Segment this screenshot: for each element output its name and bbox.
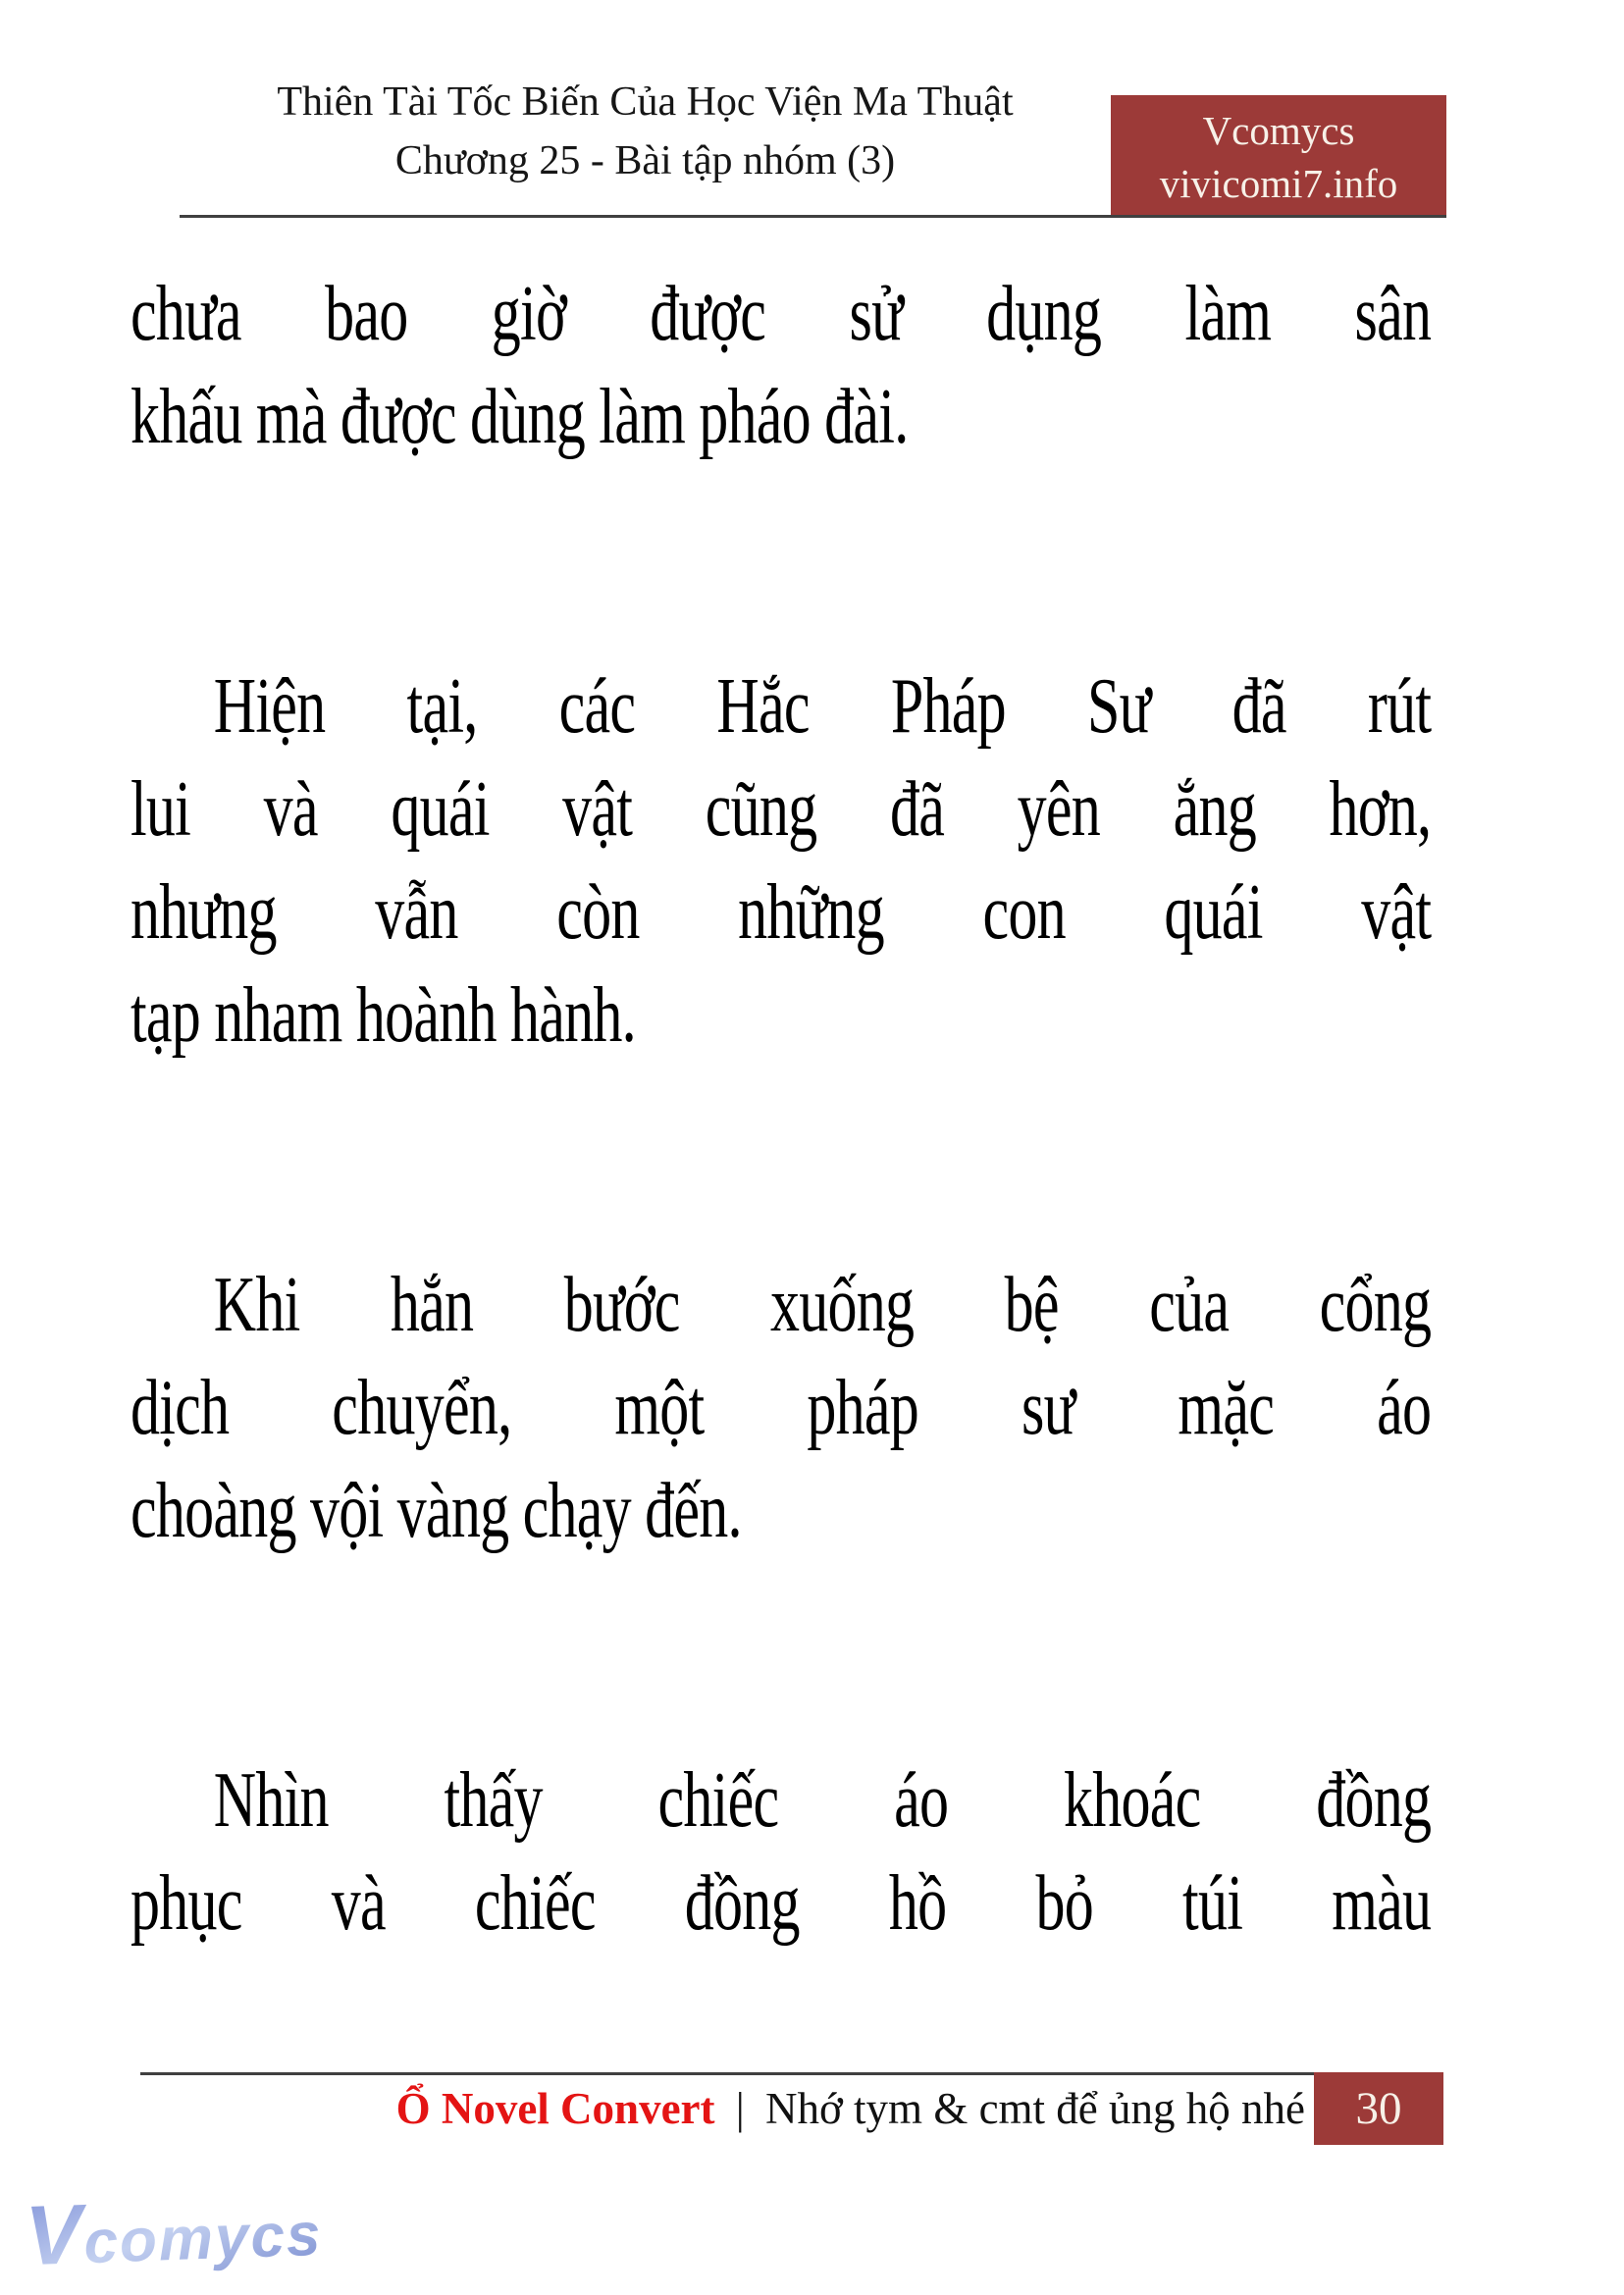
chapter-text xyxy=(131,263,1431,2142)
text-line: lui và quái vật cũng đã yên ắng hơn, xyxy=(131,766,1432,853)
page-number-badge xyxy=(1314,2072,1443,2145)
text-line: khấu mà được dùng làm pháo đài. xyxy=(131,374,909,460)
translator-badge xyxy=(1111,95,1446,218)
text-line: Hiện tại, các Hắc Pháp Sư đã rút xyxy=(213,663,1432,750)
text-line: Khi hắn bước xuống bệ của cổng xyxy=(213,1262,1432,1348)
paragraph xyxy=(131,1749,1431,1956)
paragraph xyxy=(131,655,1431,1068)
page-header xyxy=(180,73,1111,190)
footer-divider xyxy=(140,2072,1314,2075)
book-title: Thiên Tài Tốc Biến Của Học Viện Ma Thuật xyxy=(277,79,1014,125)
footer-credits xyxy=(140,2078,1305,2139)
vcomycs-logo-initial: V xyxy=(24,2187,85,2284)
translator-badge-site: vivicomi7.info xyxy=(1159,160,1398,206)
chapter-title: Chương 25 - Bài tập nhóm (3) xyxy=(394,138,896,183)
text-line: phục và chiếc đồng hồ bỏ túi màu xyxy=(131,1860,1432,1947)
text-line: nhưng vẫn còn những con quái vật xyxy=(131,869,1432,956)
footer-group-name: Ổ Novel Convert xyxy=(395,2084,715,2133)
translator-badge-name: Vcomycs xyxy=(1202,107,1355,153)
vcomycs-logo xyxy=(24,2187,324,2284)
text-line: tạp nham hoành hành. xyxy=(131,972,636,1059)
text-line: Nhìn thấy chiếc áo khoác đồng xyxy=(213,1757,1432,1844)
footer-separator: | xyxy=(735,2084,745,2133)
text-line: chưa bao giờ được sử dụng làm sân xyxy=(131,271,1432,357)
text-line: dịch chuyển, một pháp sư mặc áo xyxy=(131,1365,1432,1451)
vcomycs-logo-rest: comycs xyxy=(82,2200,324,2277)
text-line: choàng vội vàng chạy đến. xyxy=(131,1468,742,1554)
page-number: 30 xyxy=(1355,2083,1402,2134)
paragraph xyxy=(131,263,1431,469)
paragraph xyxy=(131,1254,1431,1563)
header-divider xyxy=(180,215,1446,218)
footer-support-note: Nhớ tym & cmt để ủng hộ nhé xyxy=(765,2084,1305,2133)
